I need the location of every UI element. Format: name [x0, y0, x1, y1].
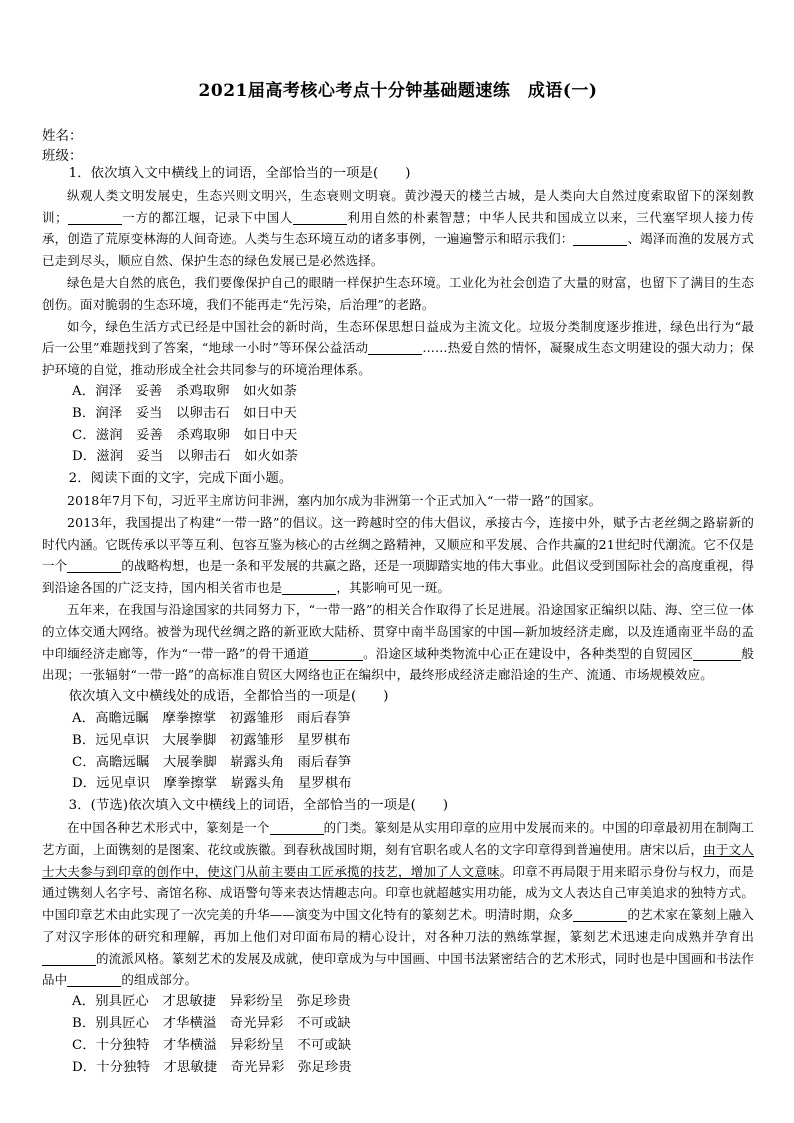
- q1-stem: 1．依次填入文中横线上的词语，全部恰当的一项是( ): [68, 166, 411, 181]
- blank: [67, 971, 121, 987]
- blank: [693, 645, 741, 661]
- blank: [282, 579, 336, 595]
- underlined-sentence: 由于文人士大夫参与到印章的创作中，使这门从前主要由工匠承揽的技艺，增加了人文意味: [42, 841, 754, 879]
- q2-option-a: A．高瞻远瞩 摩拳擦掌 初露雏形 雨后春笋: [72, 710, 351, 726]
- blank: [293, 209, 347, 225]
- blank: [573, 906, 627, 922]
- document-title: 2021届高考核心考点十分钟基础题速练 成语(一): [198, 81, 598, 101]
- blank: [270, 819, 324, 835]
- q1-option-a: A．润泽 妥善 杀鸡取卵 如火如荼: [72, 383, 297, 399]
- q2-option-d: D．远见卓识 摩拳擦掌 崭露头角 星罗棋布: [72, 776, 352, 792]
- q3-option-b: B．别具匠心 才华横溢 奇光异彩 不可或缺: [72, 1016, 351, 1032]
- q2-paragraph-2: 2013年，我国提出了构建“一带一路”的倡议。这一跨越时空的伟大倡议，承接古今，连接中外，赋予古老丝绸之路崭新的时代内涵。它既传承以平等互利、包容互鉴为核心的古丝绸之路精神，又顺应和平发展、合作共赢的21世纪时代潮流。它不仅是一个 的战略构想，也是一条和平发展的共赢之路，还是一项脚踏实地的伟大事业。此倡议受到国际社会的高度重视，得到沿途各国的广泛支持，国内相关省市也是 ，其影响可见一斑。: [42, 514, 754, 596]
- q1-option-c: C．滋润 妥善 杀鸡取卵 如日中天: [72, 427, 298, 443]
- q2-stem: 2．阅读下面的文字，完成下面小题。: [68, 471, 293, 487]
- q3-option-c: C．十分独特 才华横溢 异彩纷呈 不可或缺: [72, 1037, 352, 1053]
- q1-paragraph-2: 绿色是大自然的底色，我们要像保护自己的眼睛一样保护生态环境。工业化为社会创造了大量的财富，也留下了满目的生态创伤。面对脆弱的生态环境，我们不能再走“先污染，后治理”的老路。: [42, 274, 754, 312]
- q3-paragraph-1: 在中国各种艺术形式中，篆刻是一个 的门类。篆刻是从实用印章的应用中发展而来的。中国的印章最初用在制陶工艺方面，上面镌刻的是图案、花纹或族徽。到春秋战国时期，刻有官职名或人名的文字印章得到普遍使用。唐宋以后，由于文人士大夫参与到印章的创作中，使这门从前主要由工匠承揽的技艺，增加了人文意味。印章不再局限于用来昭示身份与权力，而是通过镌刻人名字号、斋馆名称、成语警句等来表达情趣志向。印章也就超越实用功能，成为文人表达自己审美追求的独特方式。中国印章艺术由此实现了一次完美的升华——演变为中国文化特有的篆刻艺术。明清时期，众多 的艺术家在篆刻上融入了对汉字形体的研究和理解，再加上他们对印面布局的精心设计，对各种刀法的熟练掌握，篆刻艺术迅速走向成熟并孕育出的流派风格。篆刻艺术的发展及成就，使印章成为与中国画、中国书法紧密结合的艺术形式，同时也是中国画和书法作品中 的组成部分。: [42, 819, 754, 988]
- q1-option-d: D．滋润 妥当 以卵击石 如火如荼: [72, 449, 298, 465]
- q1-option-b: B．润泽 妥当 以卵击石 如日中天: [72, 405, 298, 421]
- q2-option-b: B．远见卓识 大展拳脚 初露雏形 星罗棋布: [72, 732, 351, 748]
- blank: [67, 557, 121, 573]
- q2-paragraph-3: 五年来，在我国与沿途国家的共同努力下，“一带一路”的相关合作取得了长足进展。沿途国家正编织以陆、海、空三位一体的立体交通大网络。被誉为现代丝绸之路的新亚欧大陆桥、贯穿中南半岛国家的中国—新加坡经济走廊，以及连通南亚半岛的孟中印缅经济走廊等，作为“一带一路”的骨干通道 。沿途区域种类物流中心正在建设中，各种类型的自贸园区 般出现；一张辐射“一带一路”的高标准自贸区大网络也正在编织中，最终形成经济走廊沿途的生产、流通、市场规模效应。: [42, 601, 754, 683]
- q3-option-a: A．别具匠心 才思敏捷 异彩纷呈 弥足珍贵: [72, 994, 351, 1010]
- q3-option-d: D．十分独特 才思敏捷 奇光异彩 弥足珍贵: [72, 1059, 352, 1075]
- blank: [42, 950, 96, 966]
- q2-paragraph-1: 2018年7月下旬，习近平主席访问非洲，塞内加尔成为非洲第一个正式加入“一带一路”的国家。: [67, 492, 602, 508]
- name-field-label: 姓名：: [42, 128, 83, 144]
- blank: [573, 230, 627, 246]
- q3-stem: 3．(节选)依次填入文中横线上的词语，全部恰当的一项是( ): [68, 798, 449, 814]
- blank: [368, 339, 422, 355]
- class-field-label: 班级：: [42, 148, 83, 164]
- blank: [68, 209, 122, 225]
- q1-paragraph-3: 如今，绿色生活方式已经是中国社会的新时尚，生态环保思想日益成为主流文化。垃圾分类制度逐步推进，绿色出行为“最后一公里”难题找到了答案，“地球一小时”等环保公益活动 ……热爱自然的情怀，凝聚成生态文明建设的强大动力；保护环境的自觉，推动形成全社会共同参与的环境治理体系。: [42, 318, 754, 378]
- q2-ask: 依次填入文中横线处的成语，全都恰当的一项是( ): [68, 689, 389, 705]
- q1-paragraph-1: 纵观人类文明发展史，生态兴则文明兴，生态衰则文明衰。黄沙漫天的楼兰古城，是人类向大自然过度索取留下的深刻教训； 一方的都江堰，记录下中国人 利用自然的朴素智慧；中华人民共和国成立以来，三代塞罕坝人接力传承，创造了荒原变林海的人间奇迹。人类与生态环境互动的诸多事例，一遍遍警示和昭示我们： 、竭泽而渔的发展方式已走到尽头，顺应自然、保护生态的绿色发展已是必然选择。: [42, 187, 754, 269]
- q2-option-c: C．高瞻远瞩 大展拳脚 崭露头角 雨后春笋: [72, 754, 352, 770]
- question-content: [42, 163, 754, 1078]
- blank: [309, 645, 363, 661]
